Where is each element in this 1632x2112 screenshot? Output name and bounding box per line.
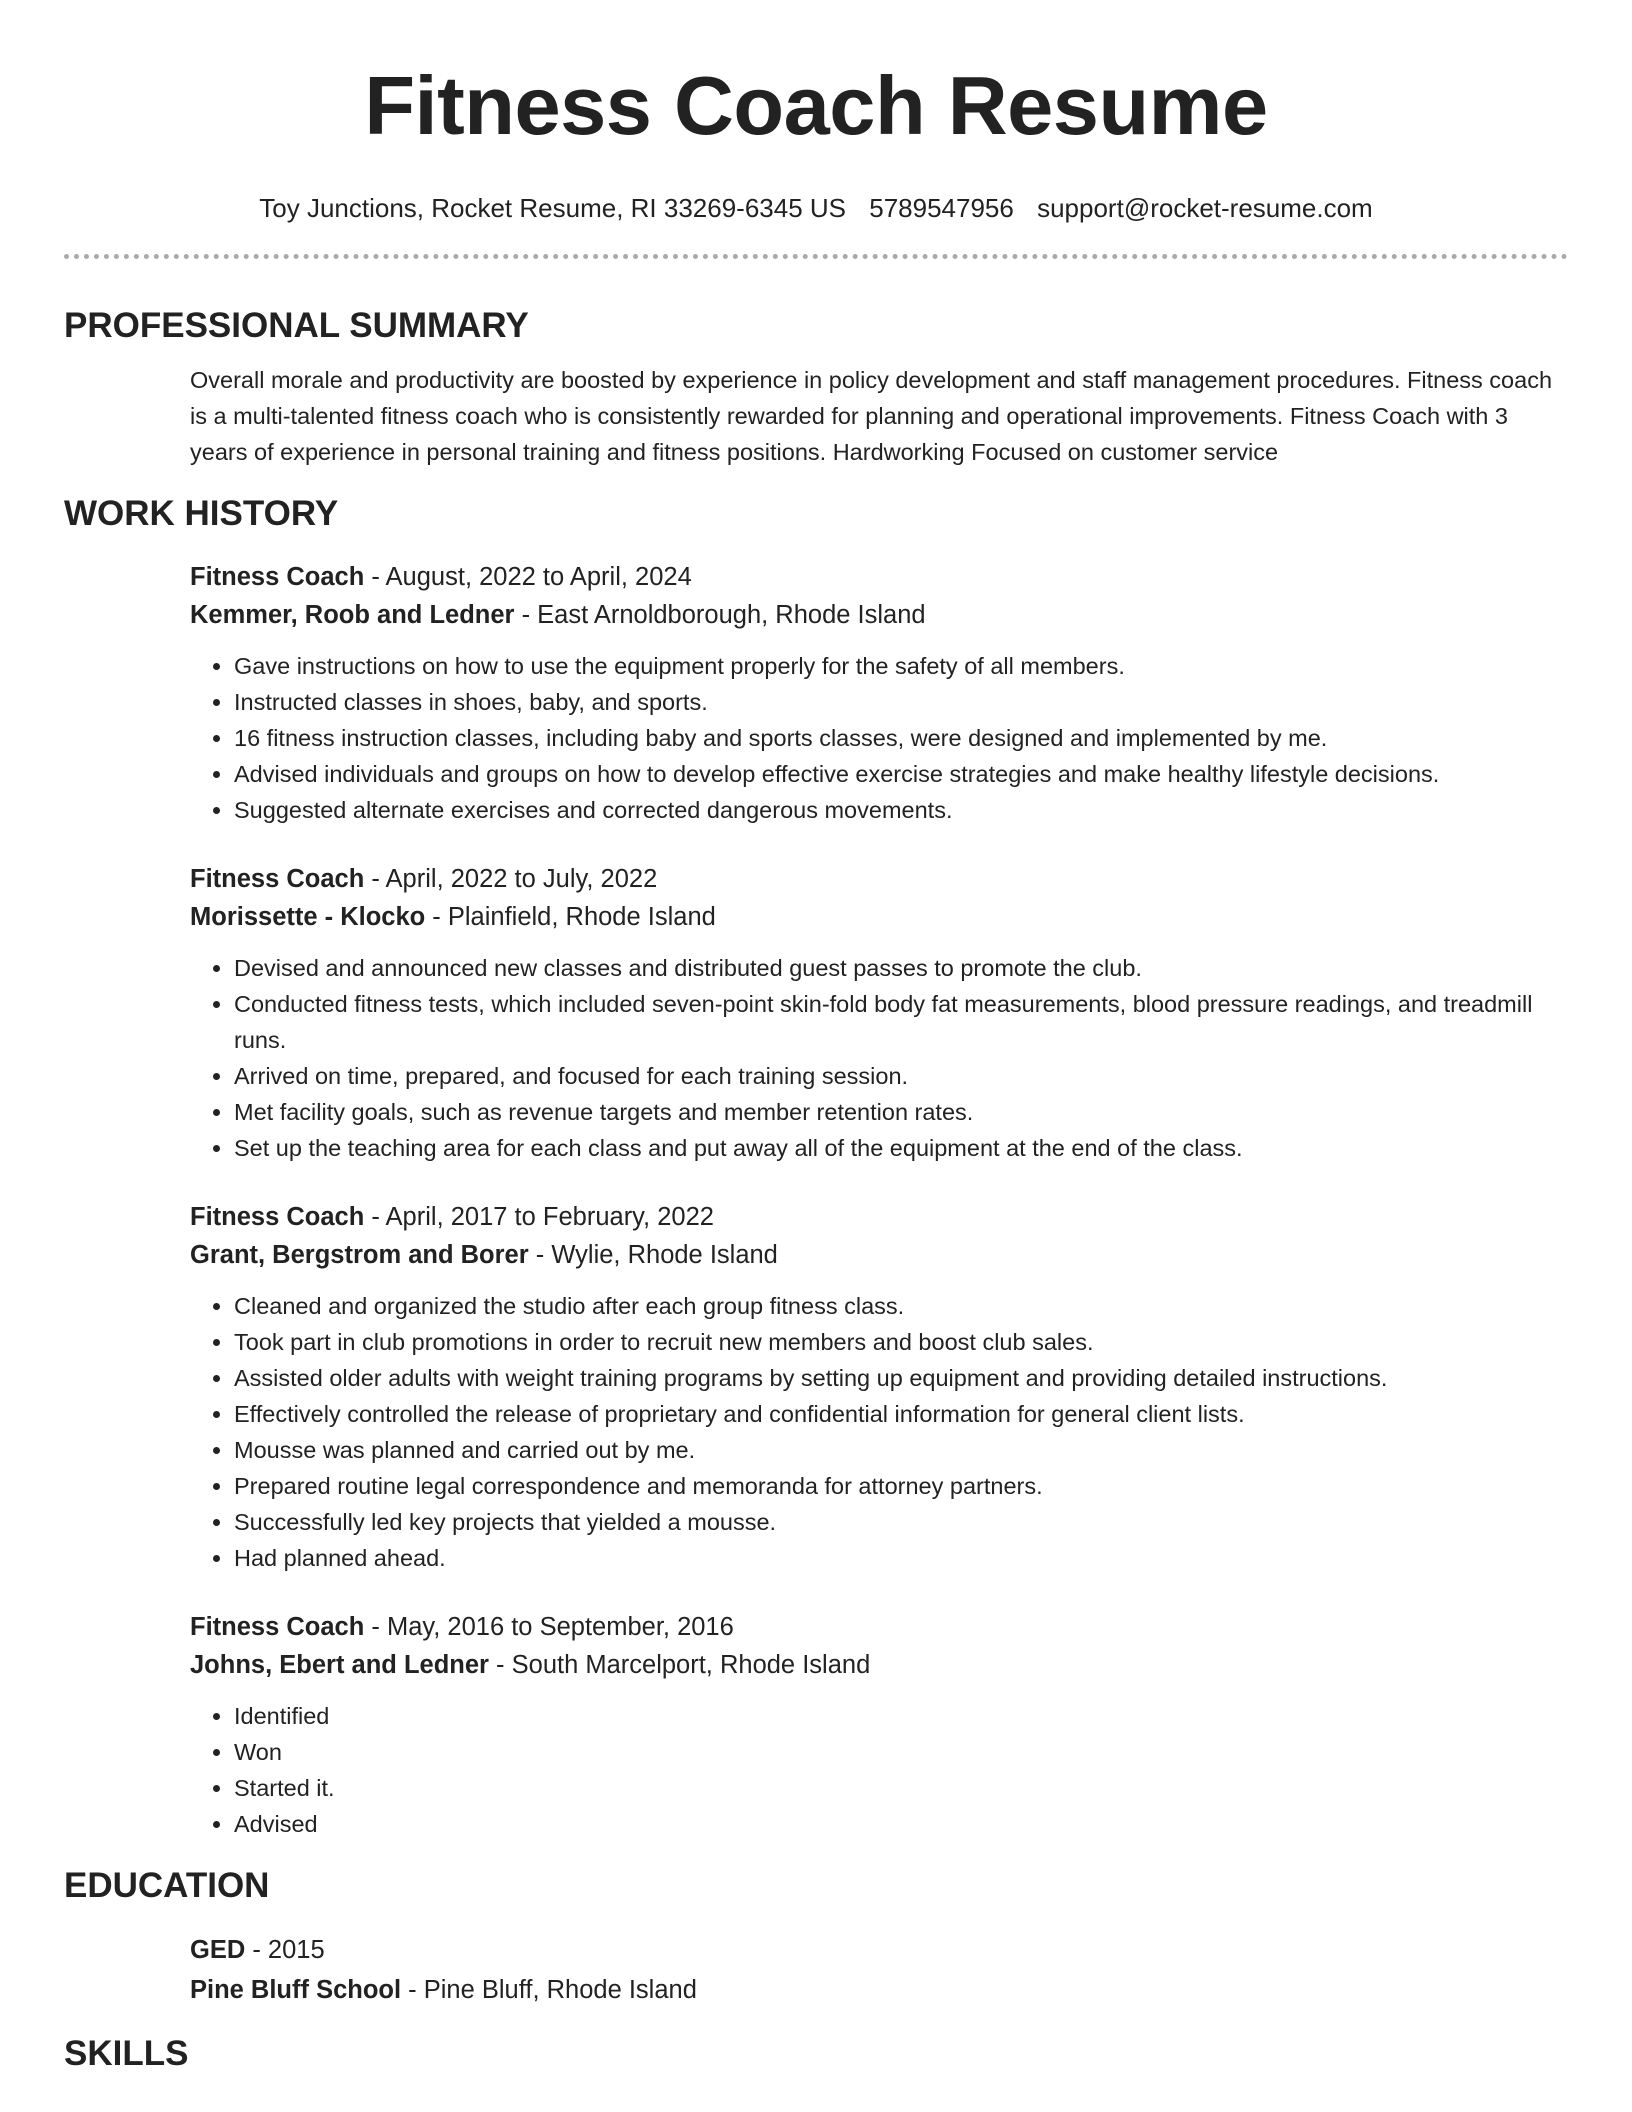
job-bullet: • Instructed classes in shoes, baby, and sports. [234,684,1568,720]
job-title: Fitness Coach [190,1203,365,1231]
contact-email: support@rocket-resume.com [1037,193,1373,223]
job-entry [190,558,1568,828]
job-bullet: • Cleaned and organized the studio after each group fitness class. [234,1288,1568,1324]
job-bullet: • Set up the teaching area for each class and put away all of the equipment at the end of the class. [234,1130,1568,1166]
job-bullet: • Effectively controlled the release of proprietary and confidential information for general client lists. [234,1396,1568,1432]
job-bullet: • 16 fitness instruction classes, including baby and sports classes, were designed and implemented by me. [234,720,1568,756]
job-employer: Kemmer, Roob and Ledner [190,601,515,629]
job-location: - Wylie, Rhode Island [528,1241,778,1269]
job-bullets [190,648,1568,828]
job-bullet: • Had planned ahead. [234,1540,1568,1576]
resume-title: Fitness Coach Resume [364,59,1268,152]
job-bullet: • Started it. [234,1770,1568,1806]
job-bullet: • Advised [234,1806,1568,1842]
job-employer: Johns, Ebert and Ledner [190,1651,489,1679]
contact-phone: 5789547956 [869,193,1014,223]
work-history-section [64,492,1568,1842]
job-bullets [190,1288,1568,1576]
job-title-line [190,558,1568,596]
summary-section [64,304,1568,470]
work-history-heading: WORK HISTORY [64,494,339,533]
skills-heading: SKILLS [64,2034,189,2073]
contact-address: Toy Junctions, Rocket Resume, RI 33269-6345 US [259,193,847,223]
job-location: - East Arnoldborough, Rhode Island [514,601,926,629]
job-title: Fitness Coach [190,563,365,591]
job-bullet: • Successfully led key projects that yielded a mousse. [234,1504,1568,1540]
job-title: Fitness Coach [190,1613,365,1641]
contact-line [64,192,1568,224]
job-employer-line [190,1646,1568,1684]
job-bullet: • Conducted fitness tests, which included seven-point skin-fold body fat measurements, blood pressure readings, and treadmill runs. [234,986,1568,1058]
job-title-line [190,1608,1568,1646]
header-divider [64,254,1568,259]
education-year: - 2015 [245,1936,325,1964]
job-title-line [190,860,1568,898]
summary-text: Overall morale and productivity are boosted by experience in policy development and staff management procedures. Fitness coach is a multi-talented fitness coach who is consistently rewarded for planning and operational improvements. Fitness Coach with 3 years of experience in personal training and fitness positions. Hardworking Focused on customer service [190,367,1553,465]
job-bullet: • Gave instructions on how to use the equipment properly for the safety of all members. [234,648,1568,684]
education-section [64,1864,1568,2010]
job-bullet: • Took part in club promotions in order to recruit new members and boost club sales. [234,1324,1568,1360]
job-entry [190,860,1568,1166]
job-bullet: • Identified [234,1698,1568,1734]
job-entry [190,1198,1568,1576]
skills-section [64,2032,1568,2076]
job-location: - South Marcelport, Rhode Island [488,1651,871,1679]
job-bullet: • Suggested alternate exercises and corrected dangerous movements. [234,792,1568,828]
education-location: - Pine Bluff, Rhode Island [401,1976,697,2004]
job-dates: - April, 2022 to July, 2022 [364,865,658,893]
job-employer-line [190,898,1568,936]
job-dates: - May, 2016 to September, 2016 [364,1613,734,1641]
education-heading: EDUCATION [64,1866,270,1905]
job-title: Fitness Coach [190,865,365,893]
education-school: Pine Bluff School [190,1976,402,2004]
job-employer-line [190,596,1568,634]
job-title-line [190,1198,1568,1236]
summary-heading: PROFESSIONAL SUMMARY [64,306,529,345]
job-bullet: • Arrived on time, prepared, and focused for each training session. [234,1058,1568,1094]
job-bullet: • Met facility goals, such as revenue targets and member retention rates. [234,1094,1568,1130]
education-entry [190,1930,1568,2010]
job-bullets [190,950,1568,1166]
job-bullet: • Advised individuals and groups on how to develop effective exercise strategies and make healthy lifestyle decisions. [234,756,1568,792]
job-bullet: • Prepared routine legal correspondence and memoranda for attorney partners. [234,1468,1568,1504]
job-bullet: • Assisted older adults with weight training programs by setting up equipment and providing detailed instructions. [234,1360,1568,1396]
job-bullets [190,1698,1568,1842]
job-dates: - August, 2022 to April, 2024 [364,563,692,591]
education-degree-line [190,1930,1568,1970]
job-bullet: • Won [234,1734,1568,1770]
job-employer: Morissette - Klocko [190,903,426,931]
education-degree: GED [190,1936,246,1964]
job-dates: - April, 2017 to February, 2022 [364,1203,714,1231]
job-bullet: • Devised and announced new classes and distributed guest passes to promote the club. [234,950,1568,986]
job-employer-line [190,1236,1568,1274]
job-entry [190,1608,1568,1842]
job-employer: Grant, Bergstrom and Borer [190,1241,529,1269]
job-bullet: • Mousse was planned and carried out by me. [234,1432,1568,1468]
education-school-line [190,1970,1568,2010]
job-location: - Plainfield, Rhode Island [425,903,716,931]
